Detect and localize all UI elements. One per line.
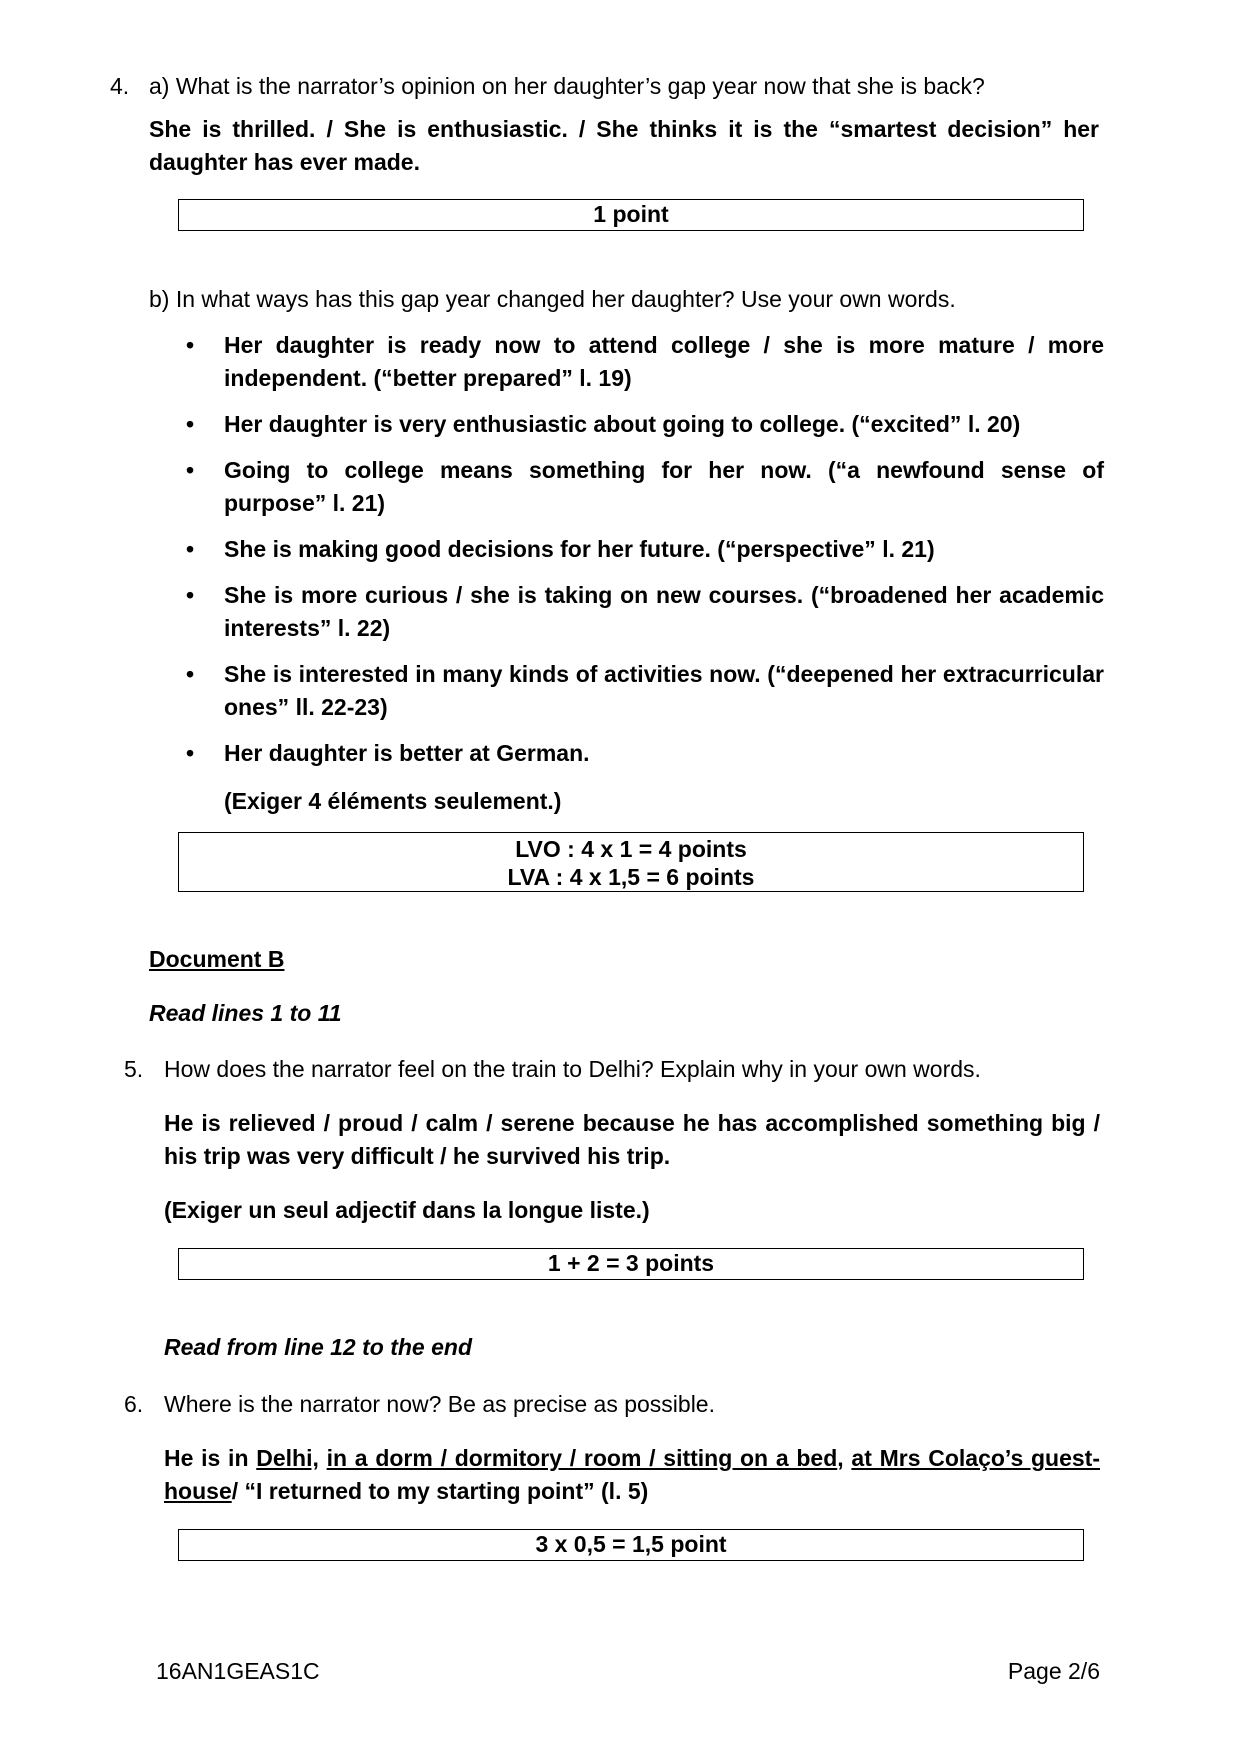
q4b-question: b) In what ways has this gap year changed her daughter? Use your own words. [149, 286, 956, 312]
list-item: • Her daughter is very enthusiastic about going to college. (“excited” l. 20) [186, 408, 1104, 441]
page-number: Page 2/6 [1007, 1658, 1100, 1684]
list-item: • Her daughter is ready now to attend college / she is more mature / more independent. (“better prepared” l. 19) [186, 329, 1104, 395]
q5-question: How does the narrator feel on the train to Delhi? Explain why in your own words. [164, 1056, 981, 1082]
bullet-icon: • [186, 740, 195, 766]
q4b-points-lva: LVA : 4 x 1,5 = 6 points [507, 864, 755, 890]
q5-note: (Exiger un seul adjectif dans la longue liste.) [164, 1197, 650, 1223]
answer-dorm: in a dorm / dormitory / room / sitting on a bed [326, 1445, 838, 1471]
q4a-points: 1 point [593, 201, 669, 227]
answer-guest-house: at Mrs Colaço’s guest-house [164, 1445, 1101, 1504]
q6-question: Where is the narrator now? Be as precise as possible. [164, 1391, 715, 1417]
q5-answer: He is relieved / proud / calm / serene because he has accomplished something big / his trip was very difficult / he survived his trip. [164, 1110, 1100, 1169]
list-item: • She is making good decisions for her future. (“perspective” l. 21) [186, 533, 1104, 566]
q6-answer: He is in Delhi, in a dorm / dormitory / room / sitting on a bed, at Mrs Colaço’s guest-house/ “I returned to my starting point” (l. 5) [164, 1445, 1101, 1504]
q6-points: 3 x 0,5 = 1,5 point [535, 1531, 727, 1557]
list-item: • She is interested in many kinds of activities now. (“deepened her extracurricular ones” ll. 22-23) [186, 658, 1104, 724]
document-b-title: Document B [149, 946, 285, 972]
answer-delhi: Delhi, [256, 1445, 319, 1471]
q4b-points-box [178, 832, 1084, 892]
q6-points-box [178, 1529, 1084, 1561]
list-item: • Her daughter is better at German. [186, 737, 1104, 770]
q4a-answer: She is thrilled. / She is enthusiastic. / She thinks it is the “smartest decision” her daughter has ever made. [149, 116, 1099, 175]
q5-number: 5. [124, 1056, 144, 1082]
read-instruction-1: Read lines 1 to 11 [149, 1000, 342, 1026]
q5-points-box [178, 1248, 1084, 1280]
bullet-icon: • [186, 661, 195, 687]
bullet-icon: • [186, 536, 195, 562]
q4a-points-box [178, 199, 1084, 231]
document-code: 16AN1GEAS1C [156, 1658, 320, 1684]
q4b-answer-list [186, 329, 1104, 783]
read-instruction-2: Read from line 12 to the end [164, 1334, 472, 1360]
list-item: • Going to college means something for her now. (“a newfound sense of purpose” l. 21) [186, 454, 1104, 520]
bullet-icon: • [186, 332, 195, 358]
bullet-icon: • [186, 582, 195, 608]
q4b-note: (Exiger 4 éléments seulement.) [224, 788, 562, 814]
q5-points: 1 + 2 = 3 points [547, 1250, 715, 1276]
q6-number: 6. [124, 1391, 144, 1417]
list-item: • She is more curious / she is taking on new courses. (“broadened her academic interests” l. 22) [186, 579, 1104, 645]
q4a-question: a) What is the narrator’s opinion on her daughter’s gap year now that she is back? [149, 73, 985, 99]
q4-number: 4. [110, 73, 130, 99]
bullet-icon: • [186, 411, 195, 437]
q4b-points-lvo: LVO : 4 x 1 = 4 points [515, 836, 747, 862]
bullet-icon: • [186, 457, 195, 483]
